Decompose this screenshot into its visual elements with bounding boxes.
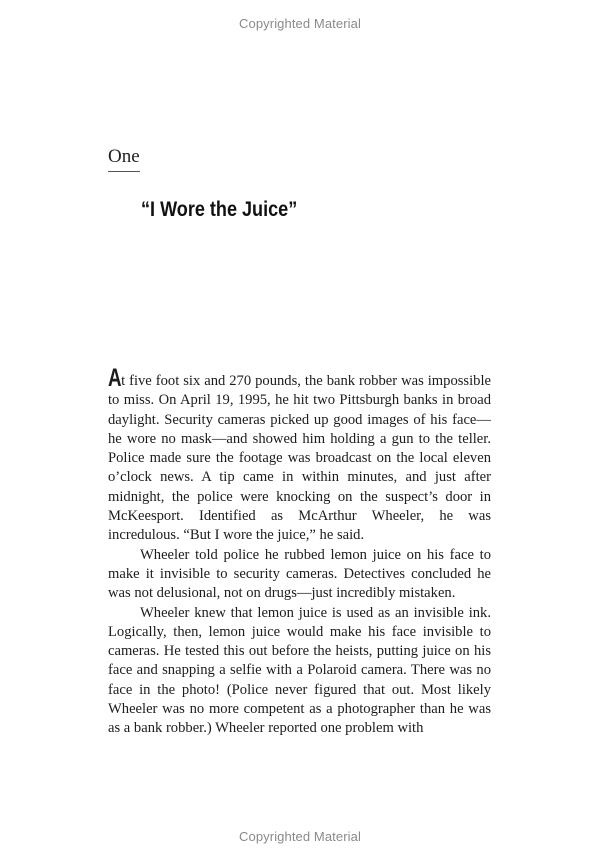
paragraph-3: Wheeler knew that lemon juice is used as an invisible ink. Logically, then, lemon juice would make his face invisible to cameras. He tested this out before the heists, putting juice on his face and snapping a selfie with a Polaroid camera. There was no face in the photo! (Police never figured that out. Most likely Wheeler was no more competent as a photographer than he was as a bank robber.) Wheeler reported one problem with	[108, 604, 491, 737]
chapter-number: One	[108, 146, 140, 167]
paragraph-2: Wheeler told police he rubbed lemon juice on his face to make it invisible to security cameras. Detectives concluded he was not delusional, not on drugs—just incredibly mistaken.	[108, 546, 491, 602]
copyright-watermark-top: Copyrighted Material	[239, 16, 361, 31]
chapter-title: “I Wore the Juice”	[141, 198, 298, 221]
paragraph-1-text: t five foot six and 270 pounds, the bank robber was impossible to miss. On April 19, 1995, he hit two Pittsburgh banks in broad daylight. Security cameras picked up good images of his face—he wore no mask—and showed him holding a gun to the teller. Police made sure the footage was broadcast on the local eleven o’clock news. A tip came in within minutes, and just after midnight, the police were knocking on the suspect’s door in McKeesport. Identified as McArthur Wheeler, he was incredulous. “But I wore the juice,” he said.	[108, 373, 491, 544]
drop-cap-letter: A	[108, 364, 122, 392]
copyright-watermark-bottom: Copyrighted Material	[239, 829, 361, 844]
chapter-divider	[108, 171, 140, 172]
paragraph-1	[108, 364, 491, 546]
chapter-body	[108, 364, 491, 739]
